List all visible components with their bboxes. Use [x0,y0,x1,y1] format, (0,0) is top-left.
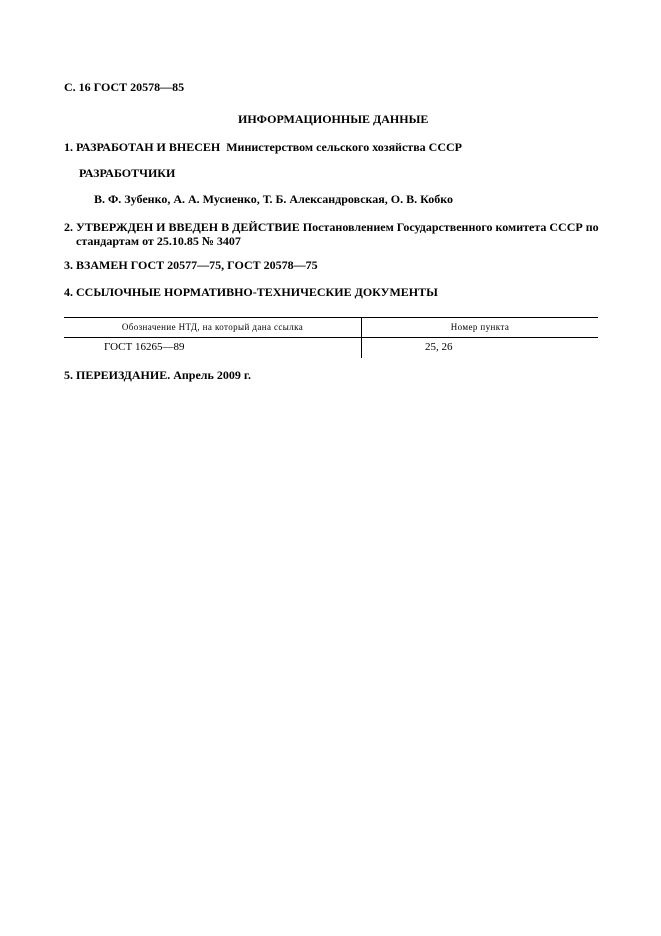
column-header-clause: Номер пункта [450,322,510,332]
table-header-row [64,318,598,338]
cell-document: ГОСТ 16265—89 [64,338,362,358]
page-header: С. 16 ГОСТ 20578—85 [64,80,185,94]
column-header-document: Обозначение НТД, на который дана ссылка [64,318,362,337]
item-replaced: 3. ВЗАМЕН ГОСТ 20577—75, ГОСТ 20578—75 [64,258,318,272]
references-heading: 4. ССЫЛОЧНЫЕ НОРМАТИВНО-ТЕХНИЧЕСКИЕ ДОКУМЕНТЫ [64,285,438,299]
item-approved-line2: стандартам от 25.10.85 № 3407 [76,234,241,248]
document-title: ИНФОРМАЦИОННЫЕ ДАННЫЕ [238,112,429,126]
item-developed-lead: 1. РАЗРАБОТАН И ВНЕСЕН [64,140,221,154]
item-approved [64,220,600,248]
references-table [64,317,598,358]
table-row [64,338,598,358]
developers-label: РАЗРАБОТЧИКИ [79,166,176,180]
item-developed-text: Министерством сельского хозяйства СССР [226,140,462,154]
item-reissue: 5. ПЕРЕИЗДАНИЕ. Апрель 2009 г. [64,368,251,382]
developers-names: В. Ф. Зубенко, А. А. Мусиенко, Т. Б. Александровская, О. В. Кобко [94,192,453,206]
cell-clause: 25, 26 [425,341,453,353]
item-approved-line1: 2. УТВЕРЖДЕН И ВВЕДЕН В ДЕЙСТВИЕ Постановлением Государственного комитета СССР по [64,220,599,234]
item-developed [64,140,462,155]
